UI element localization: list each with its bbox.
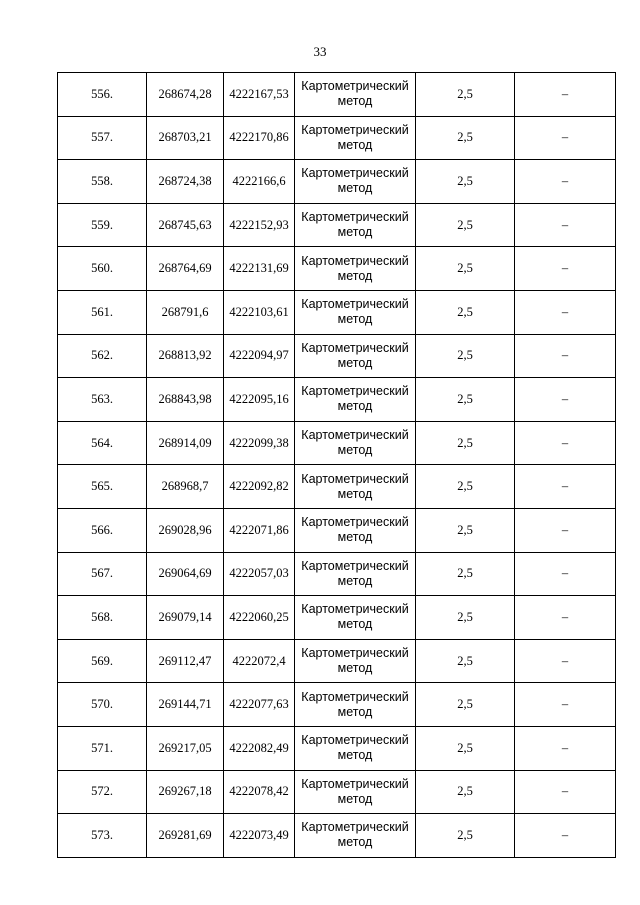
y-coordinate-cell: 4222057,03 xyxy=(224,552,295,596)
method-cell xyxy=(295,334,416,378)
y-coordinate-cell: 4222166,6 xyxy=(224,160,295,204)
table-row xyxy=(58,508,616,552)
table-row xyxy=(58,247,616,291)
page-number: 33 xyxy=(313,44,327,59)
y-coordinate-cell: 4222078,42 xyxy=(224,770,295,814)
precision-cell: 2,5 xyxy=(416,378,515,422)
note-cell: – xyxy=(515,552,616,596)
method-line1: Картометрический xyxy=(301,558,409,573)
method-line1: Картометрический xyxy=(301,253,409,268)
method-line2: метод xyxy=(337,399,373,414)
x-coordinate-cell: 269267,18 xyxy=(147,770,224,814)
method-line1: Картометрический xyxy=(301,689,409,704)
method-line1: Картометрический xyxy=(301,646,409,661)
point-number-cell: 558. xyxy=(58,160,147,204)
x-coordinate-cell: 268745,63 xyxy=(147,203,224,247)
x-coordinate-cell: 269281,69 xyxy=(147,814,224,858)
x-coordinate-cell: 268724,38 xyxy=(147,160,224,204)
precision-cell: 2,5 xyxy=(416,639,515,683)
table-row xyxy=(58,160,616,204)
method-line2: метод xyxy=(337,268,373,283)
note-cell: – xyxy=(515,814,616,858)
point-number-cell: 570. xyxy=(58,683,147,727)
note-cell: – xyxy=(515,639,616,683)
precision-cell: 2,5 xyxy=(416,247,515,291)
method-cell xyxy=(295,596,416,640)
y-coordinate-cell: 4222131,69 xyxy=(224,247,295,291)
method-line2: метод xyxy=(337,704,373,719)
precision-cell: 2,5 xyxy=(416,73,515,117)
table-row xyxy=(58,334,616,378)
table-row xyxy=(58,465,616,509)
method-line1: Картометрический xyxy=(301,733,409,748)
table-row xyxy=(58,421,616,465)
y-coordinate-cell: 4222094,97 xyxy=(224,334,295,378)
method-line2: метод xyxy=(337,181,373,196)
method-line2: метод xyxy=(337,443,373,458)
table-row xyxy=(58,639,616,683)
point-number-cell: 573. xyxy=(58,814,147,858)
x-coordinate-cell: 268968,7 xyxy=(147,465,224,509)
method-line1: Картометрический xyxy=(301,602,409,617)
method-line2: метод xyxy=(337,530,373,545)
point-number-cell: 567. xyxy=(58,552,147,596)
method-cell xyxy=(295,770,416,814)
method-cell xyxy=(295,203,416,247)
method-cell xyxy=(295,421,416,465)
y-coordinate-cell: 4222170,86 xyxy=(224,116,295,160)
point-number-cell: 572. xyxy=(58,770,147,814)
precision-cell: 2,5 xyxy=(416,596,515,640)
point-number-cell: 564. xyxy=(58,421,147,465)
method-cell xyxy=(295,73,416,117)
precision-cell: 2,5 xyxy=(416,726,515,770)
table-row xyxy=(58,683,616,727)
point-number-cell: 568. xyxy=(58,596,147,640)
method-cell xyxy=(295,160,416,204)
point-number-cell: 561. xyxy=(58,290,147,334)
precision-cell: 2,5 xyxy=(416,683,515,727)
y-coordinate-cell: 4222071,86 xyxy=(224,508,295,552)
note-cell: – xyxy=(515,770,616,814)
x-coordinate-cell: 268813,92 xyxy=(147,334,224,378)
point-number-cell: 566. xyxy=(58,508,147,552)
method-line2: метод xyxy=(337,791,373,806)
table-row xyxy=(58,73,616,117)
method-line1: Картометрический xyxy=(301,428,409,443)
x-coordinate-cell: 269064,69 xyxy=(147,552,224,596)
method-cell xyxy=(295,814,416,858)
x-coordinate-cell: 269028,96 xyxy=(147,508,224,552)
precision-cell: 2,5 xyxy=(416,334,515,378)
table-row xyxy=(58,116,616,160)
method-line2: метод xyxy=(337,573,373,588)
method-line1: Картометрический xyxy=(301,79,409,94)
point-number-cell: 571. xyxy=(58,726,147,770)
y-coordinate-cell: 4222092,82 xyxy=(224,465,295,509)
method-cell xyxy=(295,508,416,552)
table-body xyxy=(58,73,616,858)
table-row xyxy=(58,726,616,770)
note-cell: – xyxy=(515,683,616,727)
x-coordinate-cell: 268703,21 xyxy=(147,116,224,160)
method-cell xyxy=(295,116,416,160)
precision-cell: 2,5 xyxy=(416,421,515,465)
precision-cell: 2,5 xyxy=(416,116,515,160)
note-cell: – xyxy=(515,247,616,291)
precision-cell: 2,5 xyxy=(416,465,515,509)
x-coordinate-cell: 268843,98 xyxy=(147,378,224,422)
method-line2: метод xyxy=(337,355,373,370)
y-coordinate-cell: 4222095,16 xyxy=(224,378,295,422)
table-row xyxy=(58,203,616,247)
note-cell: – xyxy=(515,160,616,204)
method-line1: Картометрический xyxy=(301,166,409,181)
method-line2: метод xyxy=(337,661,373,676)
method-line1: Картометрический xyxy=(301,820,409,835)
x-coordinate-cell: 269144,71 xyxy=(147,683,224,727)
method-cell xyxy=(295,552,416,596)
method-cell xyxy=(295,247,416,291)
precision-cell: 2,5 xyxy=(416,290,515,334)
method-line2: метод xyxy=(337,617,373,632)
method-line2: метод xyxy=(337,748,373,763)
method-cell xyxy=(295,639,416,683)
point-number-cell: 565. xyxy=(58,465,147,509)
y-coordinate-cell: 4222167,53 xyxy=(224,73,295,117)
method-line2: метод xyxy=(337,225,373,240)
method-cell xyxy=(295,290,416,334)
method-line1: Картометрический xyxy=(301,122,409,137)
point-number-cell: 562. xyxy=(58,334,147,378)
note-cell: – xyxy=(515,596,616,640)
note-cell: – xyxy=(515,421,616,465)
point-number-cell: 569. xyxy=(58,639,147,683)
precision-cell: 2,5 xyxy=(416,160,515,204)
table-row xyxy=(58,596,616,640)
note-cell: – xyxy=(515,203,616,247)
y-coordinate-cell: 4222072,4 xyxy=(224,639,295,683)
precision-cell: 2,5 xyxy=(416,814,515,858)
note-cell: – xyxy=(515,73,616,117)
note-cell: – xyxy=(515,290,616,334)
y-coordinate-cell: 4222152,93 xyxy=(224,203,295,247)
x-coordinate-cell: 269112,47 xyxy=(147,639,224,683)
point-number-cell: 557. xyxy=(58,116,147,160)
note-cell: – xyxy=(515,116,616,160)
method-line2: метод xyxy=(337,486,373,501)
y-coordinate-cell: 4222060,25 xyxy=(224,596,295,640)
y-coordinate-cell: 4222099,38 xyxy=(224,421,295,465)
method-line1: Картометрический xyxy=(301,384,409,399)
coordinates-table xyxy=(57,72,616,858)
method-line1: Картометрический xyxy=(301,297,409,312)
table-row xyxy=(58,290,616,334)
method-cell xyxy=(295,683,416,727)
table-row xyxy=(58,770,616,814)
method-line1: Картометрический xyxy=(301,340,409,355)
table-row xyxy=(58,814,616,858)
precision-cell: 2,5 xyxy=(416,552,515,596)
precision-cell: 2,5 xyxy=(416,508,515,552)
x-coordinate-cell: 269079,14 xyxy=(147,596,224,640)
x-coordinate-cell: 268764,69 xyxy=(147,247,224,291)
point-number-cell: 559. xyxy=(58,203,147,247)
method-line1: Картометрический xyxy=(301,210,409,225)
method-line1: Картометрический xyxy=(301,471,409,486)
note-cell: – xyxy=(515,465,616,509)
note-cell: – xyxy=(515,508,616,552)
precision-cell: 2,5 xyxy=(416,770,515,814)
y-coordinate-cell: 4222082,49 xyxy=(224,726,295,770)
point-number-cell: 563. xyxy=(58,378,147,422)
y-coordinate-cell: 4222077,63 xyxy=(224,683,295,727)
method-line2: метод xyxy=(337,835,373,850)
x-coordinate-cell: 268791,6 xyxy=(147,290,224,334)
precision-cell: 2,5 xyxy=(416,203,515,247)
x-coordinate-cell: 269217,05 xyxy=(147,726,224,770)
point-number-cell: 560. xyxy=(58,247,147,291)
method-cell xyxy=(295,726,416,770)
note-cell: – xyxy=(515,378,616,422)
method-line2: метод xyxy=(337,94,373,109)
x-coordinate-cell: 268674,28 xyxy=(147,73,224,117)
method-line1: Картометрический xyxy=(301,515,409,530)
method-line1: Картометрический xyxy=(301,776,409,791)
method-cell xyxy=(295,465,416,509)
table-row xyxy=(58,552,616,596)
y-coordinate-cell: 4222073,49 xyxy=(224,814,295,858)
note-cell: – xyxy=(515,334,616,378)
method-cell xyxy=(295,378,416,422)
method-line2: метод xyxy=(337,137,373,152)
point-number-cell: 556. xyxy=(58,73,147,117)
table-row xyxy=(58,378,616,422)
x-coordinate-cell: 268914,09 xyxy=(147,421,224,465)
note-cell: – xyxy=(515,726,616,770)
y-coordinate-cell: 4222103,61 xyxy=(224,290,295,334)
method-line2: метод xyxy=(337,312,373,327)
